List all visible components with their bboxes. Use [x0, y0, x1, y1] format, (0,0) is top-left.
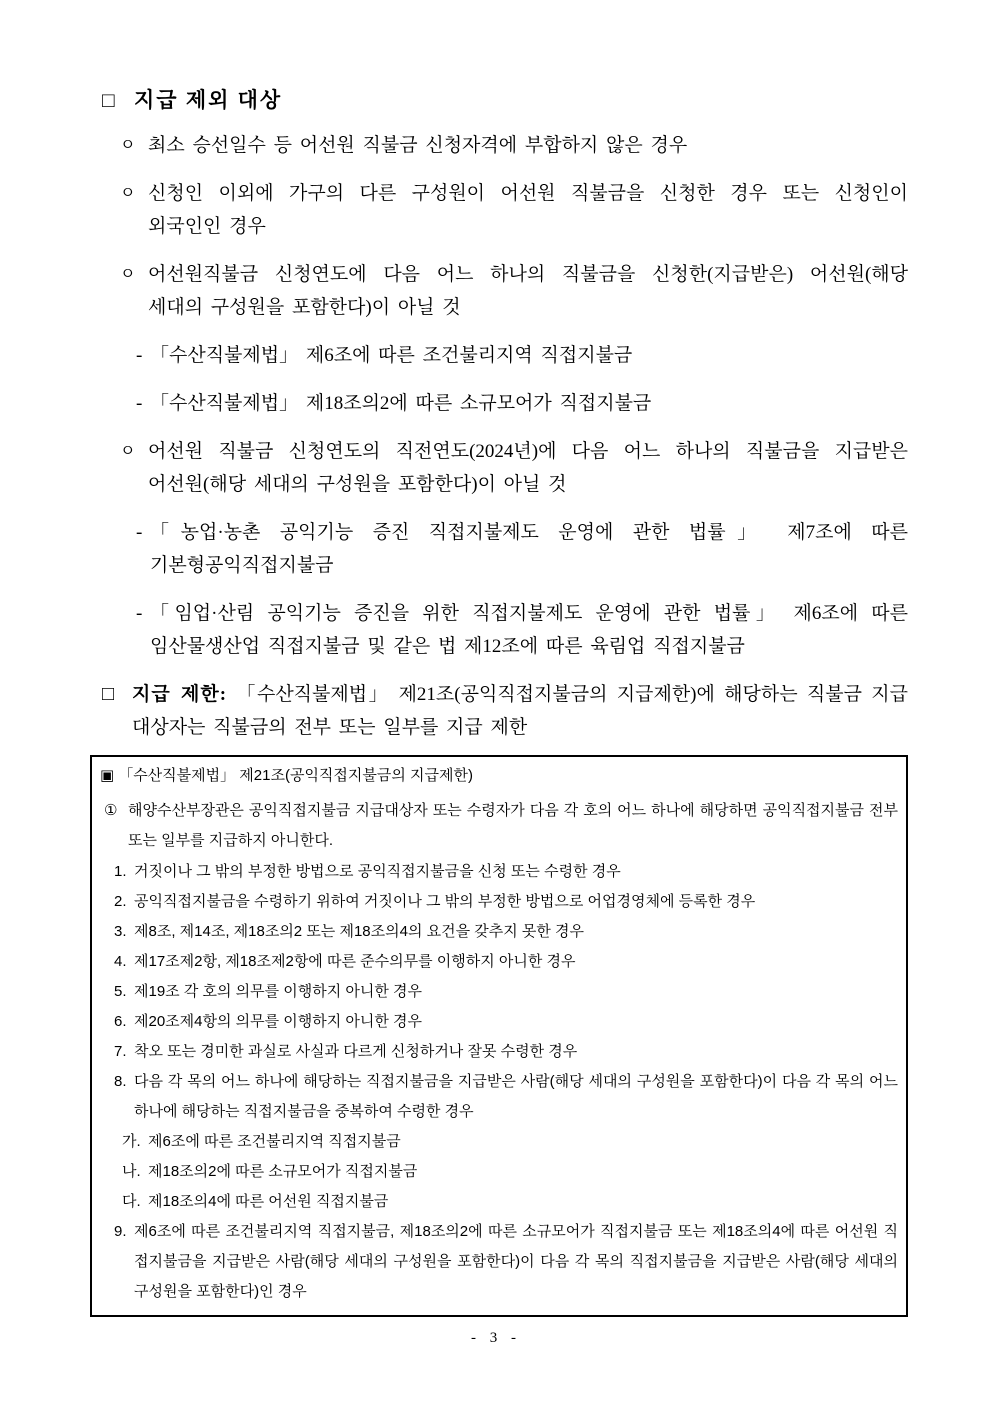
law-item-number: 5.: [114, 983, 127, 1000]
section-heading-restriction-text: [132, 678, 908, 744]
page-number: - 3 -: [471, 1330, 521, 1346]
law-subitem-number: 가.: [122, 1133, 141, 1150]
circle-bullet-icon: ㅇ: [120, 266, 136, 283]
square-bullet-icon: □: [102, 683, 115, 705]
law-item-text: 거짓이나 그 밖의 부정한 방법으로 공익직접지불금을 신청 또는 수령한 경우: [134, 863, 621, 880]
law-item-number: 6.: [114, 1013, 127, 1030]
law-box-title-text: 「수산직불제법」 제21조(공익직접지불금의 지급제한): [118, 767, 473, 784]
law-item-4: [114, 947, 898, 977]
law-excerpt-box: [90, 755, 908, 1317]
section-heading-restriction: [102, 678, 908, 744]
dash-item-text: 「수산직불제법」 제6조에 따른 조건불리지역 직접지불금: [150, 345, 633, 366]
dash-bullet-icon: -: [136, 345, 143, 366]
law-item-3: [114, 917, 898, 947]
circle-bullet-icon: ㅇ: [120, 137, 136, 154]
law-subitem-number: 다.: [122, 1193, 141, 1210]
bullet-item-previous-year: [120, 435, 908, 501]
dash-item-article6: [136, 339, 908, 372]
law-item-2: [114, 887, 898, 917]
law-item-text: 다음 각 목의 어느 하나에 해당하는 직접지불금을 지급받은 사람(해당 세대의 구성원을 포함한다)이 다음 각 목의 어느 하나에 해당하는 직접지불금을 중복하여 수령한 경우: [134, 1073, 898, 1120]
document-content: [90, 84, 908, 1317]
law-item-number: 3.: [114, 923, 127, 940]
law-item-text: 제6조에 따른 조건불리지역 직접지불금, 제18조의2에 따른 소규모어가 직접지불금 또는 제18조의4에 따른 어선원 직접지불금을 지급받은 사람(해당 세대의 구성원을 포함한다)이 다음 각 목의 직접지불금을 지급받은 사람(해당 세대의 구성원을 포함한다)인 경우: [134, 1223, 898, 1300]
dash-item-article18-2: [136, 387, 908, 420]
law-item-number: 4.: [114, 953, 127, 970]
law-subitem-ga: [122, 1127, 898, 1157]
dash-item-text: 「농업·농촌 공익기능 증진 직접지불제도 운영에 관한 법률」 제7조에 따른 기본형공익직접지불금: [150, 522, 908, 576]
law-item-number: 9.: [114, 1223, 127, 1240]
law-item-text: 착오 또는 경미한 과실로 사실과 다르게 신청하거나 잘못 수령한 경우: [134, 1043, 578, 1060]
law-item-text: 제20조제4항의 의무를 이행하지 아니한 경우: [134, 1013, 423, 1030]
dash-item-agriculture-law: [136, 516, 908, 582]
law-item-text: 제17조제2항, 제18조제2항에 따른 준수의무를 이행하지 아니한 경우: [134, 953, 576, 970]
dash-item-text: 「수산직불제법」 제18조의2에 따른 소규모어가 직접지불금: [150, 393, 652, 414]
bullet-item-text: 최소 승선일수 등 어선원 직불금 신청자격에 부합하지 않은 경우: [148, 135, 688, 156]
law-item-number: 1.: [114, 863, 127, 880]
law-item-5: [114, 977, 898, 1007]
dash-bullet-icon: -: [136, 603, 143, 624]
filled-square-icon: ▣: [100, 767, 115, 784]
law-subitem-text: 제18조의2에 따른 소규모어가 직접지불금: [148, 1163, 418, 1180]
law-subitem-text: 제6조에 따른 조건불리지역 직접지불금: [148, 1133, 401, 1150]
law-item-text: 제19조 각 호의 의무를 이행하지 아니한 경우: [134, 983, 423, 1000]
law-subitem-na: [122, 1157, 898, 1187]
dash-bullet-icon: -: [136, 393, 143, 414]
dash-item-text: 「임업·산림 공익기능 증진을 위한 직접지불제도 운영에 관한 법률」 제6조에 따른 임산물생산업 직접지불금 및 같은 법 제12조에 따른 육림업 직접지불금: [150, 603, 908, 657]
bullet-item-min-days: [120, 129, 908, 162]
bullet-item-text: 어선원직불금 신청연도에 다음 어느 하나의 직불금을 신청한(지급받은) 어선원(해당 세대의 구성원을 포함한다)이 아닐 것: [148, 264, 908, 318]
circle-bullet-icon: ㅇ: [120, 185, 136, 202]
law-item-number: 2.: [114, 893, 127, 910]
law-box-intro: [104, 796, 898, 856]
law-item-6: [114, 1007, 898, 1037]
law-box-intro-text: 해양수산부장관은 공익직접지불금 지급대상자 또는 수령자가 다음 각 호의 어느 하나에 해당하면 공익직접지불금 전부 또는 일부를 지급하지 아니한다.: [128, 802, 898, 849]
restriction-heading-bold: 지급 제한:: [132, 684, 228, 705]
law-item-9: [114, 1217, 898, 1307]
law-item-text: 제8조, 제14조, 제18조의2 또는 제18조의4의 요건을 갖추지 못한 경우: [134, 923, 585, 940]
circle-bullet-icon: ㅇ: [120, 443, 136, 460]
bullet-item-text: 어선원 직불금 신청연도의 직전연도(2024년)에 다음 어느 하나의 직불금을 지급받은 어선원(해당 세대의 구성원을 포함한다)이 아닐 것: [148, 441, 908, 495]
section-heading-exclusion: [102, 84, 908, 117]
circled-one-icon: ①: [104, 802, 118, 819]
law-item-8: [114, 1067, 898, 1127]
dash-bullet-icon: -: [136, 522, 143, 543]
law-subitem-text: 제18조의4에 따른 어선원 직접지불금: [148, 1193, 389, 1210]
law-item-1: [114, 857, 898, 887]
bullet-item-text: 신청인 이외에 가구의 다른 구성원이 어선원 직불금을 신청한 경우 또는 신청인이 외국인인 경우: [148, 183, 908, 237]
section-heading-exclusion-label: 지급 제외 대상: [134, 88, 283, 112]
bullet-item-application-year: [120, 258, 908, 324]
dash-item-forestry-law: [136, 597, 908, 663]
law-subitem-da: [122, 1187, 898, 1217]
law-box-title: [100, 763, 898, 789]
restriction-heading-rest: 「수산직불제법」 제21조(공익직접지불금의 지급제한)에 해당하는 직불금 지급 대상자는 직불금의 전부 또는 일부를 지급 제한: [132, 684, 909, 738]
law-item-7: [114, 1037, 898, 1067]
bullet-item-other-member: [120, 177, 908, 243]
law-item-number: 7.: [114, 1043, 127, 1060]
law-subitem-number: 나.: [122, 1163, 141, 1180]
law-item-text: 공익직접지불금을 수령하기 위하여 거짓이나 그 밖의 부정한 방법으로 어업경영체에 등록한 경우: [134, 893, 756, 910]
square-bullet-icon: □: [102, 88, 117, 112]
law-item-number: 8.: [114, 1073, 127, 1090]
